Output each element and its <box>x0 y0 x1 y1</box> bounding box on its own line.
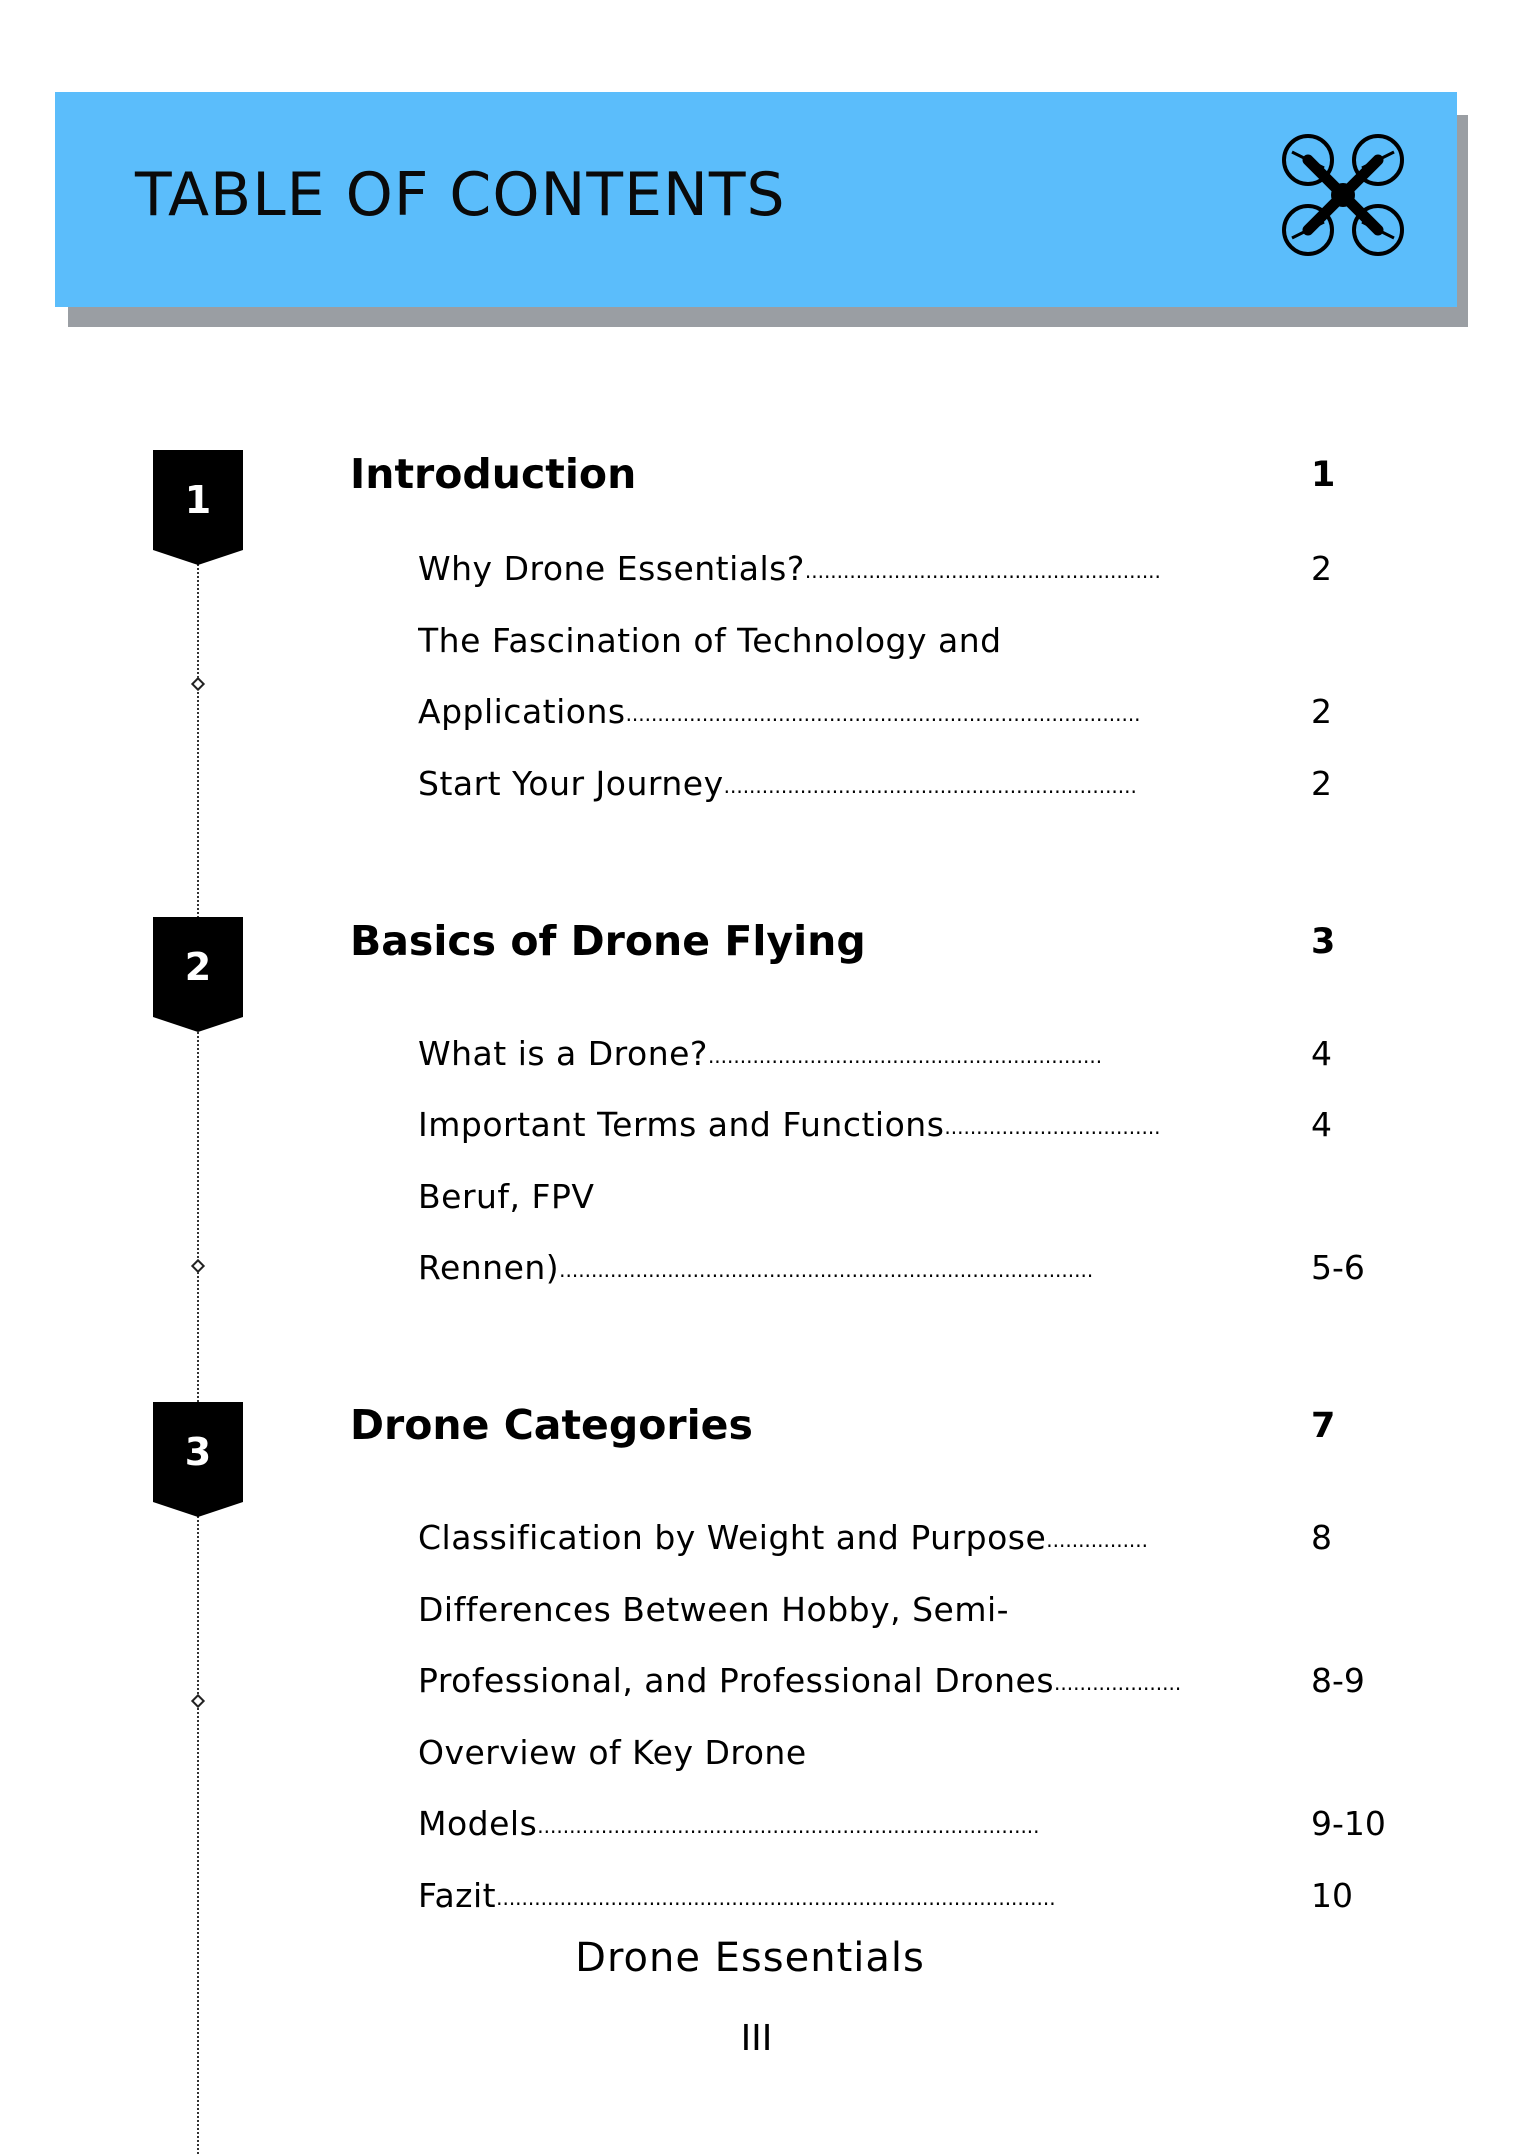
toc-entry[interactable]: The Fascination of Technology and <box>418 621 1002 660</box>
section-number-marker <box>153 450 243 565</box>
section-title: Basics of Drone Flying <box>350 917 866 965</box>
entry-page-number: 4 <box>1311 1034 1332 1073</box>
section-number: 1 <box>184 478 212 522</box>
timeline-tick <box>191 1694 205 1708</box>
toc-entry[interactable]: Fazit........................................................................................ <box>418 1876 1056 1915</box>
timeline-tick <box>191 1259 205 1273</box>
entry-page-number: 2 <box>1311 764 1332 803</box>
toc-entry[interactable]: Classification by Weight and Purpose................ <box>418 1518 1148 1557</box>
section-title: Drone Categories <box>350 1401 753 1449</box>
footer-book-title: Drone Essentials <box>575 1935 925 1981</box>
toc-entry[interactable]: Important Terms and Functions.................................. <box>418 1105 1161 1144</box>
toc-entry[interactable]: Models............................................................................... <box>418 1804 1040 1843</box>
entry-page-number: 2 <box>1311 692 1332 731</box>
section-page-number: 7 <box>1311 1406 1336 1446</box>
section-page-number: 1 <box>1311 455 1336 495</box>
entry-page-number: 9-10 <box>1311 1804 1386 1843</box>
entry-page-number: 5-6 <box>1311 1248 1365 1287</box>
entry-page-number: 10 <box>1311 1876 1353 1915</box>
section-title: Introduction <box>350 450 637 498</box>
section-number: 3 <box>184 1430 212 1474</box>
footer-page-number: III <box>740 2018 773 2059</box>
page-title: TABLE OF CONTENTS <box>135 160 786 230</box>
toc-entry[interactable]: Why Drone Essentials?........................................................ <box>418 549 1161 588</box>
section-number: 2 <box>184 945 212 989</box>
toc-entry[interactable]: Overview of Key Drone <box>418 1733 807 1772</box>
toc-entry[interactable]: Differences Between Hobby, Semi- <box>418 1590 1010 1629</box>
section-number-marker <box>153 917 243 1032</box>
toc-entry[interactable]: Start Your Journey................................................................. <box>418 764 1137 803</box>
toc-entry[interactable]: What is a Drone?.............................................................. <box>418 1034 1103 1073</box>
entry-page-number: 8-9 <box>1311 1661 1365 1700</box>
section-page-number: 3 <box>1311 922 1336 962</box>
toc-entry[interactable]: Beruf, FPV <box>418 1177 595 1216</box>
entry-page-number: 2 <box>1311 549 1332 588</box>
toc-entry[interactable]: Professional, and Professional Drones.................... <box>418 1661 1182 1700</box>
entry-page-number: 4 <box>1311 1105 1332 1144</box>
timeline-line <box>197 540 199 2154</box>
section-number-marker <box>153 1402 243 1517</box>
entry-page-number: 8 <box>1311 1518 1332 1557</box>
toc-entry[interactable]: Applications................................................................................. <box>418 692 1141 731</box>
timeline-tick <box>191 677 205 691</box>
toc-entry[interactable]: Rennen).................................................................................... <box>418 1248 1094 1287</box>
drone-icon <box>1278 130 1408 260</box>
